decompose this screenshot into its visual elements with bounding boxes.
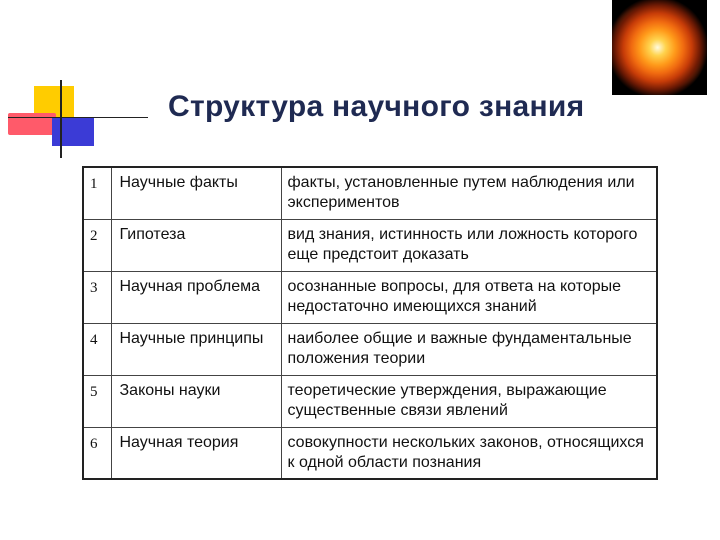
row-number: 3 (83, 271, 111, 323)
row-definition: осознанные вопросы, для ответа на которые недостаточно имеющихся знаний (281, 271, 657, 323)
decor-horizontal-line (8, 117, 148, 118)
row-number: 1 (83, 167, 111, 219)
decor-vertical-line (60, 80, 62, 158)
row-number: 4 (83, 323, 111, 375)
knowledge-table-container (82, 166, 658, 480)
table-row (83, 427, 657, 479)
table-row (83, 271, 657, 323)
row-term: Научная теория (111, 427, 281, 479)
row-number: 2 (83, 219, 111, 271)
row-definition: наиболее общие и важные фундаментальные положения теории (281, 323, 657, 375)
row-definition: вид знания, истинность или ложность которого еще предстоит доказать (281, 219, 657, 271)
row-term: Научные принципы (111, 323, 281, 375)
row-definition: совокупности нескольких законов, относящихся к одной области познания (281, 427, 657, 479)
knowledge-table (82, 166, 658, 480)
row-definition: факты, установленные путем наблюдения или экспериментов (281, 167, 657, 219)
row-number: 5 (83, 375, 111, 427)
table-row (83, 323, 657, 375)
row-term: Гипотеза (111, 219, 281, 271)
row-definition: теоретические утверждения, выражающие существенные связи явлений (281, 375, 657, 427)
decor-blue-square (52, 118, 94, 146)
table-row (83, 167, 657, 219)
table-row (83, 375, 657, 427)
row-term: Научная проблема (111, 271, 281, 323)
table-row (83, 219, 657, 271)
explosion-image (612, 0, 707, 95)
page-title: Структура научного знания (168, 90, 585, 123)
row-term: Законы науки (111, 375, 281, 427)
row-term: Научные факты (111, 167, 281, 219)
row-number: 6 (83, 427, 111, 479)
